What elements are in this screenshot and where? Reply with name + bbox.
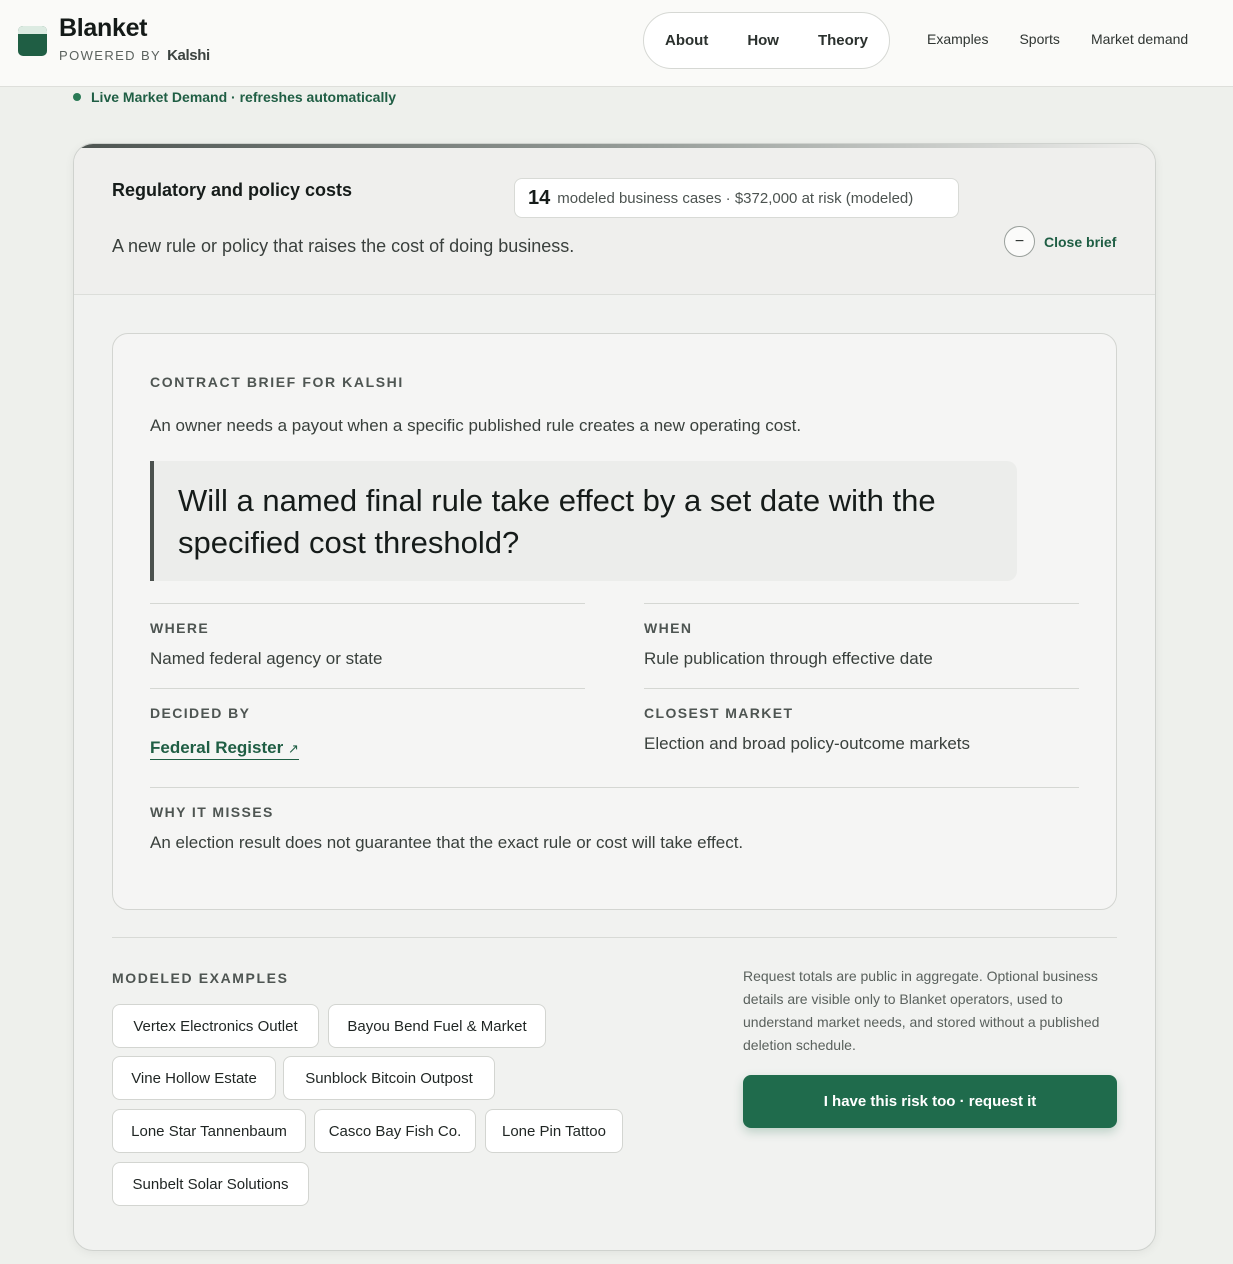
card-header (74, 144, 1155, 295)
brief-question: Will a named final rule take effect by a set date with the specified cost threshold? (150, 461, 1017, 581)
primary-nav (643, 12, 890, 69)
nav-market-demand[interactable]: Market demand (1090, 31, 1189, 47)
federal-register-link-text[interactable]: Federal Register (150, 738, 284, 757)
close-brief-button[interactable] (1004, 226, 1116, 257)
external-link-icon[interactable]: ↗ (287, 741, 299, 756)
cases-count-text: modeled business cases · $372,000 at risk (modeled) (557, 189, 914, 207)
nav-theory[interactable]: Theory (817, 32, 868, 49)
nav-about[interactable]: About (665, 32, 709, 49)
nav-sports[interactable]: Sports (1019, 31, 1060, 47)
privacy-note: Request totals are public in aggregate. Optional business details are visible only to Blanket operators, used to understand market needs, and stored without a published deletion schedule. (743, 968, 1100, 1053)
where-label: WHERE (150, 620, 210, 636)
divider (150, 603, 585, 604)
where-value: Named federal agency or state (150, 649, 383, 668)
powered-by (59, 47, 210, 64)
example-chip[interactable]: Lone Pin Tattoo (485, 1109, 623, 1153)
example-chip[interactable]: Vine Hollow Estate (112, 1056, 276, 1100)
closest-label: CLOSEST MARKET (644, 705, 794, 721)
examples-kicker: MODELED EXAMPLES (112, 970, 289, 986)
top-header (0, 0, 1233, 87)
closest-value: Election and broad policy-outcome markets (644, 734, 970, 753)
brand-name[interactable]: Blanket (59, 14, 148, 42)
powered-by-label: POWERED BY (59, 48, 162, 63)
contract-brief (112, 333, 1117, 910)
why-label: WHY IT MISSES (150, 804, 274, 820)
secondary-nav (927, 31, 1188, 47)
live-text: Live Market Demand · refreshes automatically (91, 89, 397, 105)
blanket-logo-icon[interactable] (18, 26, 47, 56)
example-chip[interactable]: Casco Bay Fish Co. (314, 1109, 476, 1153)
section-divider (112, 937, 1117, 938)
nav-examples[interactable]: Examples (927, 31, 989, 47)
card-top-accent (74, 144, 1155, 148)
example-chip[interactable]: Sunbelt Solar Solutions (112, 1162, 309, 1206)
risk-card (73, 143, 1156, 1251)
card-subtitle: A new rule or policy that raises the cost of doing business. (112, 236, 575, 256)
federal-register-link[interactable] (150, 738, 299, 760)
live-dot-icon (73, 93, 81, 101)
when-value: Rule publication through effective date (644, 649, 933, 668)
close-brief-label[interactable]: Close brief (1044, 233, 1117, 250)
decided-label: DECIDED BY (150, 705, 251, 721)
minus-circle-icon[interactable]: − (1004, 226, 1035, 257)
brief-kicker: CONTRACT BRIEF FOR KALSHI (150, 374, 404, 390)
example-chip[interactable]: Bayou Bend Fuel & Market (328, 1004, 546, 1048)
kalshi-wordmark: Kalshi (167, 47, 210, 64)
cases-count: 14 (528, 186, 551, 209)
nav-how[interactable]: How (747, 32, 779, 49)
why-value: An election result does not guarantee that the exact rule or cost will take effect. (150, 833, 744, 852)
request-risk-button[interactable]: I have this risk too · request it (743, 1075, 1117, 1128)
divider (150, 787, 1079, 788)
card-title: Regulatory and policy costs (112, 180, 353, 200)
example-chip[interactable]: Vertex Electronics Outlet (112, 1004, 319, 1048)
cases-count-chip (514, 178, 959, 218)
brief-lead: An owner needs a payout when a specific published rule creates a new operating cost. (150, 416, 802, 435)
example-chip[interactable]: Sunblock Bitcoin Outpost (283, 1056, 495, 1100)
divider (150, 688, 585, 689)
divider (644, 688, 1079, 689)
divider (644, 603, 1079, 604)
live-market-indicator (73, 89, 396, 105)
example-chip[interactable]: Lone Star Tannenbaum (112, 1109, 306, 1153)
when-label: WHEN (644, 620, 693, 636)
